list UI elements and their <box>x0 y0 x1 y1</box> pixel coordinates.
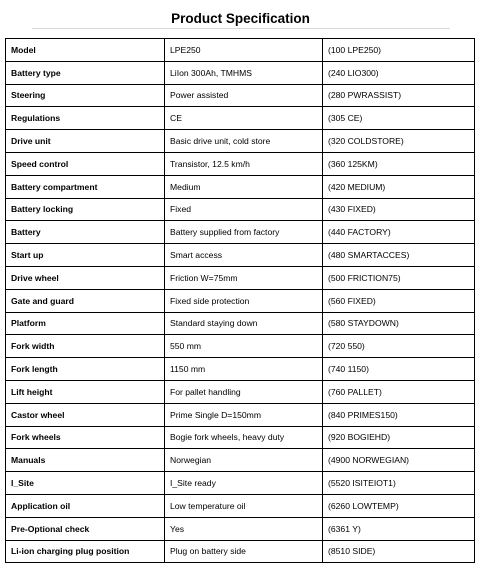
table-row <box>6 494 475 517</box>
spec-value: Battery supplied from factory <box>165 221 323 244</box>
spec-value: Plug on battery side <box>165 540 323 563</box>
spec-value: 550 mm <box>165 335 323 358</box>
table-row <box>6 61 475 84</box>
spec-code: (280 PWRASSIST) <box>323 84 475 107</box>
table-row <box>6 152 475 175</box>
spec-value: Power assisted <box>165 84 323 107</box>
spec-code: (5520 ISITEIOT1) <box>323 472 475 495</box>
table-row <box>6 244 475 267</box>
table-row <box>6 107 475 130</box>
spec-value: 1150 mm <box>165 358 323 381</box>
spec-value: Transistor, 12.5 km/h <box>165 152 323 175</box>
spec-code: (760 PALLET) <box>323 380 475 403</box>
spec-value: LPE250 <box>165 39 323 62</box>
spec-label: Lift height <box>6 380 165 403</box>
table-row <box>6 221 475 244</box>
spec-value: CE <box>165 107 323 130</box>
spec-label: Model <box>6 39 165 62</box>
spec-code: (6260 LOWTEMP) <box>323 494 475 517</box>
spec-code: (920 BOGIEHD) <box>323 426 475 449</box>
spec-code: (480 SMARTACCES) <box>323 244 475 267</box>
spec-value: Norwegian <box>165 449 323 472</box>
spec-code: (580 STAYDOWN) <box>323 312 475 335</box>
spec-label: Speed control <box>6 152 165 175</box>
table-row <box>6 84 475 107</box>
table-row <box>6 403 475 426</box>
spec-code: (4900 NORWEGIAN) <box>323 449 475 472</box>
spec-value: Fixed side protection <box>165 289 323 312</box>
table-row <box>6 175 475 198</box>
spec-code: (440 FACTORY) <box>323 221 475 244</box>
spec-label: Pre-Optional check <box>6 517 165 540</box>
table-row <box>6 198 475 221</box>
table-row <box>6 289 475 312</box>
spec-value: Friction W=75mm <box>165 266 323 289</box>
title-divider <box>32 28 450 29</box>
spec-value: Low temperature oil <box>165 494 323 517</box>
spec-code: (305 CE) <box>323 107 475 130</box>
spec-label: Battery locking <box>6 198 165 221</box>
spec-code: (100 LPE250) <box>323 39 475 62</box>
spec-label: Drive unit <box>6 130 165 153</box>
table-row <box>6 335 475 358</box>
spec-code: (420 MEDIUM) <box>323 175 475 198</box>
table-row <box>6 130 475 153</box>
table-row <box>6 266 475 289</box>
table-row <box>6 39 475 62</box>
spec-value: For pallet handling <box>165 380 323 403</box>
spec-value: LiIon 300Ah, TMHMS <box>165 61 323 84</box>
spec-label: Li-ion charging plug position <box>6 540 165 563</box>
table-row <box>6 472 475 495</box>
spec-label: Application oil <box>6 494 165 517</box>
spec-label: Fork wheels <box>6 426 165 449</box>
spec-label: Drive wheel <box>6 266 165 289</box>
spec-value: Bogie fork wheels, heavy duty <box>165 426 323 449</box>
spec-value: Medium <box>165 175 323 198</box>
spec-label: Battery <box>6 221 165 244</box>
spec-code: (360 125KM) <box>323 152 475 175</box>
spec-table-body <box>6 39 475 563</box>
spec-value: Basic drive unit, cold store <box>165 130 323 153</box>
table-row <box>6 449 475 472</box>
spec-label: Gate and guard <box>6 289 165 312</box>
table-row <box>6 540 475 563</box>
table-row <box>6 358 475 381</box>
spec-label: Platform <box>6 312 165 335</box>
spec-code: (840 PRIMES150) <box>323 403 475 426</box>
spec-label: Battery compartment <box>6 175 165 198</box>
spec-label: Manuals <box>6 449 165 472</box>
spec-label: Fork length <box>6 358 165 381</box>
table-row <box>6 426 475 449</box>
spec-value: Smart access <box>165 244 323 267</box>
spec-label: Steering <box>6 84 165 107</box>
spec-label: Regulations <box>6 107 165 130</box>
spec-label: Fork width <box>6 335 165 358</box>
spec-label: Battery type <box>6 61 165 84</box>
spec-code: (8510 SIDE) <box>323 540 475 563</box>
spec-value: I_Site ready <box>165 472 323 495</box>
spec-code: (720 550) <box>323 335 475 358</box>
spec-label: Start up <box>6 244 165 267</box>
spec-table <box>5 38 475 563</box>
spec-label: Castor wheel <box>6 403 165 426</box>
spec-code: (740 1150) <box>323 358 475 381</box>
spec-code: (6361 Y) <box>323 517 475 540</box>
spec-code: (320 COLDSTORE) <box>323 130 475 153</box>
spec-label: I_Site <box>6 472 165 495</box>
table-row <box>6 312 475 335</box>
spec-value: Prime Single D=150mm <box>165 403 323 426</box>
spec-code: (560 FIXED) <box>323 289 475 312</box>
table-row <box>6 380 475 403</box>
spec-value: Yes <box>165 517 323 540</box>
spec-code: (430 FIXED) <box>323 198 475 221</box>
table-row <box>6 517 475 540</box>
spec-code: (240 LIO300) <box>323 61 475 84</box>
page-title: Product Specification <box>171 11 310 26</box>
spec-value: Fixed <box>165 198 323 221</box>
spec-value: Standard staying down <box>165 312 323 335</box>
spec-code: (500 FRICTION75) <box>323 266 475 289</box>
